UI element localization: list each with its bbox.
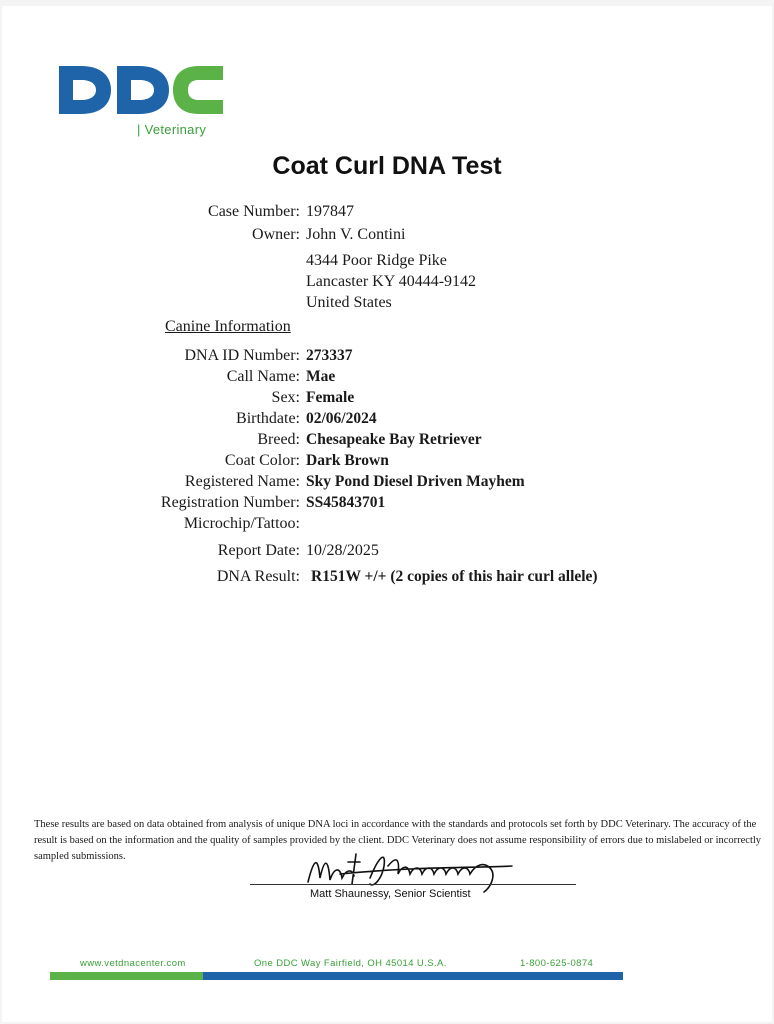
signer-name: Matt Shaunessy, Senior Scientist [310,888,471,900]
owner-row [0,224,774,246]
owner-label: Owner: [252,226,300,243]
canine-row [0,513,774,535]
canine-label: Breed: [257,431,300,448]
owner-address2: Lancaster KY 40444-9142 [306,273,477,290]
canine-row [0,408,774,430]
dna-result-label: DNA Result: [216,568,300,585]
disclaimer-text: These results are based on data obtained from analysis of unique DNA loci in accordance with the standards and protocols set forth by DDC Veterinary. The accuracy of the result is based on the information and the quality of samples provided by the client. DDC Veterinary does not assume responsibility of errors due to mislabeled or incorrectly sampled submissions. [34,819,762,862]
canine-value: SS45843701 [306,494,386,511]
footer-bar-green [50,972,203,980]
canine-value: Chesapeake Bay Retriever [306,431,482,448]
canine-row [0,429,774,451]
owner-address1-row [0,250,774,272]
canine-label: Registration Number: [160,494,300,511]
canine-label: Registered Name: [184,473,300,490]
document-title: Coat Curl DNA Test [272,152,502,180]
footer-website: www.vetdnacenter.com [80,958,186,969]
report-date-label: Report Date: [217,542,300,559]
report-date-row [0,540,774,562]
canine-row [0,387,774,409]
footer-address: One DDC Way Fairfield, OH 45014 U.S.A. [254,958,447,969]
logo-subtitle: | Veterinary [137,122,207,137]
canine-value: 02/06/2024 [306,410,377,427]
owner-address2-row [0,271,774,293]
canine-value: Female [306,389,355,406]
canine-row [0,492,774,514]
canine-label: Coat Color: [224,452,300,469]
canine-label: Microchip/Tattoo: [183,515,300,532]
canine-value: Dark Brown [306,452,389,469]
canine-label: Birthdate: [236,410,300,427]
canine-value: 273337 [306,347,353,364]
canine-row [0,345,774,367]
dna-result-value: R151W +/+ (2 copies of this hair curl allele) [311,568,598,585]
canine-value: Sky Pond Diesel Driven Mayhem [306,473,525,490]
canine-row [0,471,774,493]
canine-row [0,450,774,472]
canine-label: DNA ID Number: [184,347,300,364]
case-number-value: 197847 [306,203,354,220]
owner-country: United States [306,294,392,311]
canine-label: Sex: [271,389,300,406]
signature-line [250,884,576,885]
canine-row [0,366,774,388]
footer-bar-blue [203,972,623,980]
report-date-value: 10/28/2025 [306,542,379,559]
footer-phone: 1-800-625-0874 [520,958,594,969]
canine-label: Call Name: [226,368,300,385]
owner-name: John V. Contini [306,226,406,243]
owner-address1: 4344 Poor Ridge Pike [306,252,447,269]
ddc-logo [57,60,227,120]
case-number-label: Case Number: [208,203,300,220]
dna-result-row [0,566,774,588]
canine-section-heading: Canine Information [165,318,291,335]
case-number-row [0,201,774,223]
owner-country-row [0,292,774,314]
canine-value: Mae [306,368,336,385]
